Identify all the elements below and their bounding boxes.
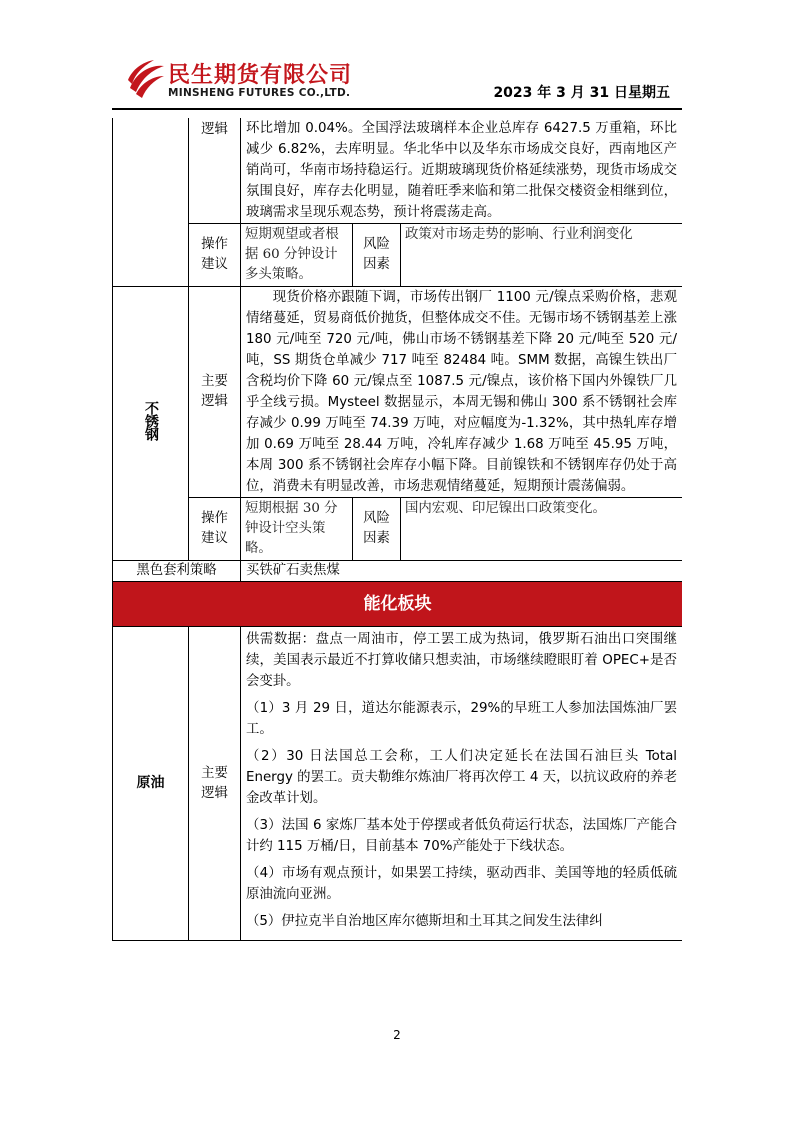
stainless-op-label: 操作建议 (189, 498, 241, 561)
crude-logic-label-text: 主要逻辑 (201, 765, 228, 801)
company-logo (126, 58, 366, 104)
crude-paragraph: （4）市场有观点预计，如果罢工持续，驱动西非、美国等地的轻质低硫原油流向亚洲。 (246, 866, 678, 902)
page-header (0, 0, 794, 112)
header-divider (112, 108, 682, 110)
crude-category: 原油 (136, 775, 165, 791)
minsheng-logo-icon (126, 58, 166, 100)
glass-operation-row (113, 224, 683, 287)
stainless-logic-label (189, 287, 241, 498)
glass-logic-row (113, 118, 683, 224)
crude-paragraph: （1）3 月 29 日，道达尔能源表示，29%的早班工人参加法国炼油厂罢工。 (246, 701, 678, 737)
stainless-category-cell (113, 287, 189, 561)
report-content (112, 118, 682, 1008)
strategy-table (112, 118, 682, 941)
report-date: 2023 年 3 月 31 日星期五 (493, 85, 670, 101)
black-arbitrage-row (113, 561, 683, 582)
glass-op-label: 操作建议 (189, 224, 241, 287)
company-name-en: MINSHENG FUTURES CO.,LTD. (168, 87, 351, 99)
crude-paragraph: （5）伊拉克半自治地区库尔德斯坦和土耳其之间发生法律纠 (246, 914, 603, 929)
crude-category-cell (113, 627, 189, 941)
glass-logic-label: 逻辑 (189, 118, 241, 224)
energy-section-row (113, 582, 683, 627)
crude-logic-text (241, 627, 683, 941)
crude-logic-label (189, 627, 241, 941)
black-arbitrage-text: 买铁矿石卖焦煤 (241, 561, 683, 582)
crude-logic-row (113, 627, 683, 941)
energy-section-title: 能化板块 (113, 582, 683, 627)
stainless-logic-row (113, 287, 683, 498)
glass-risk-label: 风险因素 (353, 224, 401, 287)
stainless-risk-text: 国内宏观、印尼镍出口政策变化。 (401, 498, 683, 561)
stainless-logic-label-text: 主要逻辑 (201, 374, 228, 409)
black-arbitrage-label: 黑色套利策略 (113, 561, 241, 582)
stainless-category: 不锈钢 (143, 400, 159, 440)
glass-op-text: 短期观望或者根据 60 分钟设计多头策略。 (241, 224, 353, 287)
stainless-operation-row (113, 498, 683, 561)
crude-paragraph: （3）法国 6 家炼厂基本处于停摆或者低负荷运行状态，法国炼厂产能合计约 115 万桶/日，目前基本 70%产能处于下线状态。 (246, 818, 678, 854)
company-name-cn: 民生期货有限公司 (168, 63, 353, 88)
glass-logic-text: 环比增加 0.04%。全国浮法玻璃样本企业总库存 6427.5 万重箱，环比减少 6.82%，去库明显。华北华中以及华东市场成交良好，西南地区产销尚可，华南市场持稳运行。近期玻璃现货价格延续涨势，现货市场成交氛围良好，库存去化明显，随着旺季来临和第二批保交楼资金相继到位，玻璃需求呈现乐观态势，预计将震荡走高。 (241, 118, 683, 224)
crude-paragraph: 供需数据：盘点一周油市，停工罢工成为热词，俄罗斯石油出口突围继续，美国表示最近不打算收储只想卖油，市场继续瞪眼盯着 OPEC+是否会变卦。 (246, 632, 678, 689)
crude-paragraph: （2）30 日法国总工会称，工人们决定延长在法国石油巨头 Total Energy 的罢工。贡夫勒维尔炼油厂将再次停工 4 天，以抗议政府的养老金改革计划。 (246, 749, 678, 806)
stainless-logic-text: 现货价格亦跟随下调，市场传出钢厂 1100 元/镍点采购价格，悲观情绪蔓延，贸易商低价抛货，但整体成交不佳。无锡市场不锈钢基差上涨 180 元/吨至 720 元/吨，佛山市场不锈钢基差下降 20 元/吨至 520 元/吨，SS 期货仓单减少 717 吨至 82484 吨。SMM 数据，高镍生铁出厂含税均价下降 60 元/镍点至 1087.5 元/镍点，该价格下国内外镍铁厂几乎全线亏损。Mysteel 数据显示，本周无锡和佛山 300 系不锈钢社会库存减少 0.99 万吨至 74.39 万吨，对应幅度为-1.32%，其中热轧库存增加 0.69 万吨至 28.44 万吨，冷轧库存减少 1.68 万吨至 45.95 万吨，本周 300 系不锈钢社会库存小幅下降。目前镍铁和不锈钢库存仍处于高位，消费未有明显改善，市场悲观情绪蔓延，短期预计震荡偏弱。 (241, 287, 683, 498)
glass-category-cell (113, 118, 189, 287)
stainless-op-text: 短期根据 30 分钟设计空头策略。 (241, 498, 353, 561)
page-number: 2 (393, 1028, 401, 1042)
glass-risk-text: 政策对市场走势的影响、行业利润变化 (401, 224, 683, 287)
stainless-risk-label: 风险因素 (353, 498, 401, 561)
